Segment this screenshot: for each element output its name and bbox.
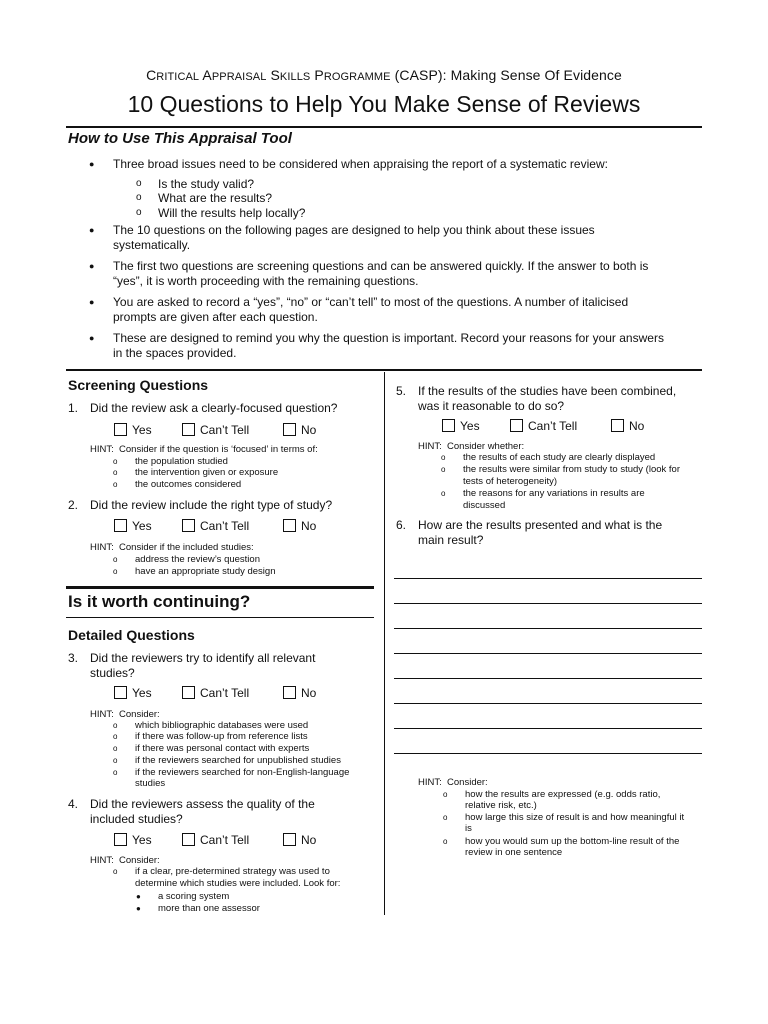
option-label: Can’t Tell bbox=[200, 519, 250, 533]
question-number: 2. bbox=[68, 498, 79, 512]
sub-item-text: What are the results? bbox=[158, 191, 273, 205]
title-rule bbox=[66, 126, 702, 128]
hint bbox=[418, 441, 524, 452]
question-1 bbox=[68, 401, 338, 416]
hint-label: HINT: bbox=[90, 542, 114, 553]
answer-line[interactable] bbox=[394, 728, 702, 729]
hint-item-continuation bbox=[463, 500, 505, 512]
cant-tell-option[interactable] bbox=[182, 686, 249, 700]
hint-sub-bullet: ● more than one assessor bbox=[136, 903, 260, 914]
option-label: No bbox=[301, 519, 317, 533]
hint-item-text: the results were similar from study to study (look for bbox=[463, 464, 680, 475]
question-number: 5. bbox=[396, 384, 407, 398]
answer-line[interactable] bbox=[394, 603, 702, 604]
org-letter: A bbox=[202, 67, 212, 83]
worth-continuing-heading: Is it worth continuing? bbox=[68, 592, 251, 611]
question-text: How are the results presented and what is the bbox=[418, 518, 663, 532]
option-label: No bbox=[301, 833, 317, 847]
how-to-sub-item: o Will the results help locally? bbox=[136, 206, 306, 220]
hint bbox=[90, 444, 318, 455]
hint-item: o the outcomes considered bbox=[113, 479, 242, 490]
hint-item: o address the review’s question bbox=[113, 554, 260, 565]
option-label: No bbox=[629, 419, 645, 433]
hint-item-text: studies bbox=[135, 778, 166, 789]
hint-item-text: if there was personal contact with experts bbox=[135, 743, 310, 754]
hint-item: o if there was personal contact with experts bbox=[113, 743, 310, 754]
cant-tell-checkbox[interactable] bbox=[182, 833, 195, 846]
how-to-title: How to Use This Appraisal Tool bbox=[68, 130, 292, 147]
hint-item: o if a clear, pre-determined strategy was used to bbox=[113, 866, 330, 877]
org-letter: S bbox=[270, 67, 280, 83]
hint-item-text: the intervention given or exposure bbox=[135, 467, 279, 478]
hint-item-continuation bbox=[465, 823, 472, 835]
hint-item-text: relative risk, etc.) bbox=[465, 800, 537, 811]
how-to-bullet: ● The first two questions are screening questions and can be answered quickly. If the answer to both is “yes”, it is worth proceeding with the remaining questions. bbox=[89, 259, 649, 288]
question-text: Did the reviewers try to identify all relevant bbox=[90, 651, 316, 665]
org-subtitle: (CASP): Making Sense Of Evidence bbox=[394, 67, 622, 83]
option-label: No bbox=[301, 423, 317, 437]
no-checkbox[interactable] bbox=[283, 519, 296, 532]
option-label: Yes bbox=[460, 419, 480, 433]
org-letter: C bbox=[146, 67, 157, 83]
bullet-text: The 10 questions on the following pages are designed to help you think about these issues bbox=[113, 223, 595, 237]
question-5 bbox=[396, 384, 677, 414]
hint bbox=[418, 777, 488, 788]
hint-label: HINT: bbox=[418, 441, 442, 452]
question-text: main result? bbox=[418, 533, 484, 547]
yes-option[interactable] bbox=[114, 423, 152, 437]
cant-tell-option[interactable] bbox=[182, 833, 249, 847]
bullet-text: The first two questions are screening questions and can be answered quickly. If the answer to both is bbox=[113, 259, 649, 273]
hint-item-continuation bbox=[135, 878, 340, 890]
hint-item-continuation bbox=[463, 476, 557, 488]
hint-text: Consider: bbox=[119, 855, 160, 866]
no-option[interactable] bbox=[283, 423, 316, 437]
hint-label: HINT: bbox=[90, 855, 114, 866]
answer-line[interactable] bbox=[394, 578, 702, 579]
hint-item-text: more than one assessor bbox=[158, 903, 260, 914]
how-to-sub-item: o What are the results? bbox=[136, 191, 273, 205]
page-title: 10 Questions to Help You Make Sense of Reviews bbox=[127, 91, 641, 117]
hint-item-text: if a clear, pre-determined strategy was used to bbox=[135, 866, 330, 877]
option-label: No bbox=[301, 686, 317, 700]
hint-item: o how large this size of result is and how meaningful it bbox=[443, 812, 685, 823]
bullet-text: prompts are given after each question. bbox=[113, 310, 318, 324]
hint bbox=[90, 855, 160, 866]
question-number: 3. bbox=[68, 651, 79, 665]
cant-tell-checkbox[interactable] bbox=[182, 423, 195, 436]
sub-item-text: Will the results help locally? bbox=[158, 206, 306, 220]
hint-item: o if there was follow-up from reference lists bbox=[113, 731, 308, 742]
section-rule bbox=[66, 369, 702, 371]
no-checkbox[interactable] bbox=[611, 419, 624, 432]
answer-line[interactable] bbox=[394, 653, 702, 654]
worth-rule-bottom bbox=[66, 617, 374, 618]
yes-checkbox[interactable] bbox=[114, 833, 127, 846]
yes-option[interactable] bbox=[114, 833, 152, 847]
hint-item-text: if there was follow-up from reference lists bbox=[135, 731, 308, 742]
hint-item-text: the reasons for any variations in results are bbox=[463, 488, 645, 499]
hint-item: o how you would sum up the bottom-line result of the bbox=[443, 836, 680, 847]
hint-text: Consider if the included studies: bbox=[119, 542, 254, 553]
option-label: Can’t Tell bbox=[200, 423, 250, 437]
hint bbox=[90, 709, 160, 720]
hint-text: Consider if the question is ‘focused’ in terms of: bbox=[119, 444, 318, 455]
bullet-text: “yes”, it is worth proceeding with the remaining questions. bbox=[113, 274, 419, 288]
hint-text: Consider: bbox=[119, 709, 160, 720]
question-text: If the results of the studies have been combined, bbox=[418, 384, 677, 398]
question-number: 4. bbox=[68, 797, 79, 811]
detailed-title: Detailed Questions bbox=[68, 627, 195, 643]
org-letter: P bbox=[314, 67, 324, 83]
screening-title: Screening Questions bbox=[68, 377, 209, 393]
option-label: Can’t Tell bbox=[200, 833, 250, 847]
bullet-text: systematically. bbox=[113, 238, 191, 252]
answer-line[interactable] bbox=[394, 628, 702, 629]
yes-checkbox[interactable] bbox=[114, 519, 127, 532]
question-4 bbox=[68, 797, 315, 827]
org-word: ROGRAMME bbox=[323, 71, 391, 83]
cant-tell-option[interactable] bbox=[510, 419, 577, 433]
hint-item-continuation bbox=[465, 847, 562, 859]
question-text: studies? bbox=[90, 666, 135, 680]
no-checkbox[interactable] bbox=[283, 686, 296, 699]
cant-tell-checkbox[interactable] bbox=[182, 519, 195, 532]
hint-label: HINT: bbox=[90, 444, 114, 455]
org-word: KILLS bbox=[279, 71, 311, 83]
answer-line[interactable] bbox=[394, 678, 702, 679]
hint-item: o how the results are expressed (e.g. odds ratio, bbox=[443, 789, 661, 800]
hint-item-text: if the reviewers searched for non-English-language bbox=[135, 767, 350, 778]
question-number: 6. bbox=[396, 518, 407, 532]
hint-item-text: the results of each study are clearly displayed bbox=[463, 452, 656, 463]
no-option[interactable] bbox=[611, 419, 644, 433]
hint-item-text: how large this size of result is and how meaningful it bbox=[465, 812, 685, 823]
question-text: Did the review include the right type of study? bbox=[90, 498, 333, 512]
hint-label: HINT: bbox=[90, 709, 114, 720]
cant-tell-checkbox[interactable] bbox=[182, 686, 195, 699]
question-6 bbox=[396, 518, 663, 548]
option-label: Can’t Tell bbox=[200, 686, 250, 700]
hint-item: o the results of each study are clearly displayed bbox=[441, 452, 656, 463]
sub-item-text: Is the study valid? bbox=[158, 177, 255, 191]
cant-tell-checkbox[interactable] bbox=[510, 419, 523, 432]
hint-item: o if the reviewers searched for unpublished studies bbox=[113, 755, 341, 766]
hint-item: o the reasons for any variations in results are bbox=[441, 488, 645, 499]
how-to-bullet: ● The 10 questions on the following pages are designed to help you think about these issues systematically. bbox=[89, 223, 595, 252]
hint-item-text: tests of heterogeneity) bbox=[463, 476, 557, 487]
hint-sub-bullet: ● a scoring system bbox=[136, 891, 230, 902]
hint-item-continuation bbox=[465, 800, 537, 812]
hint-item-continuation bbox=[135, 778, 165, 790]
hint-item-text: a scoring system bbox=[158, 891, 230, 902]
hint-item-text: is bbox=[465, 823, 472, 834]
hint-item-text: discussed bbox=[463, 500, 506, 511]
how-to-bullet: ● These are designed to remind you why the question is important. Record your reasons for your answers in the spaces provided. bbox=[89, 331, 664, 360]
question-text: Did the review ask a clearly-focused question? bbox=[90, 401, 338, 415]
no-option[interactable] bbox=[283, 686, 316, 700]
org-word: RITICAL bbox=[156, 71, 200, 83]
hint-item-text: the outcomes considered bbox=[135, 479, 242, 490]
column-divider bbox=[384, 372, 385, 915]
org-word: PPRAISAL bbox=[211, 71, 267, 83]
yes-checkbox[interactable] bbox=[114, 686, 127, 699]
hint-label: HINT: bbox=[418, 777, 442, 788]
question-number: 1. bbox=[68, 401, 79, 415]
answer-line[interactable] bbox=[394, 703, 702, 704]
bullet-text: in the spaces provided. bbox=[113, 346, 237, 360]
no-option[interactable] bbox=[283, 833, 316, 847]
hint-item: o the intervention given or exposure bbox=[113, 467, 279, 478]
hint-item: o which bibliographic databases were used bbox=[113, 720, 309, 731]
option-label: Yes bbox=[132, 519, 152, 533]
bullet-text: You are asked to record a “yes”, “no” or “can’t tell” to most of the questions. A number of italicised bbox=[113, 295, 629, 309]
hint-item: o have an appropriate study design bbox=[113, 566, 276, 577]
no-checkbox[interactable] bbox=[283, 423, 296, 436]
hint-item: o the results were similar from study to study (look for bbox=[441, 464, 680, 475]
option-label: Can’t Tell bbox=[528, 419, 578, 433]
hint-item-text: address the review’s question bbox=[135, 554, 260, 565]
how-to-bullet: ● Three broad issues need to be considered when appraising the report of a systematic review: bbox=[89, 157, 608, 171]
yes-checkbox[interactable] bbox=[442, 419, 455, 432]
question-text: was it reasonable to do so? bbox=[418, 399, 565, 413]
option-label: Yes bbox=[132, 423, 152, 437]
hint bbox=[90, 542, 254, 553]
worth-rule-top bbox=[66, 586, 374, 589]
option-label: Yes bbox=[132, 833, 152, 847]
organization-header bbox=[0, 67, 768, 83]
cant-tell-option[interactable] bbox=[182, 423, 249, 437]
how-to-sub-item: o Is the study valid? bbox=[136, 177, 255, 191]
no-checkbox[interactable] bbox=[283, 833, 296, 846]
no-option[interactable] bbox=[283, 519, 316, 533]
hint-item: o the population studied bbox=[113, 456, 228, 467]
hint-item-text: have an appropriate study design bbox=[135, 566, 276, 577]
option-label: Yes bbox=[132, 686, 152, 700]
hint-text: Consider: bbox=[447, 777, 488, 788]
question-text: Did the reviewers assess the quality of the bbox=[90, 797, 315, 811]
bullet-text: These are designed to remind you why the question is important. Record your reasons for your answers bbox=[113, 331, 664, 345]
question-text: included studies? bbox=[90, 812, 183, 826]
yes-option[interactable] bbox=[442, 419, 480, 433]
answer-line[interactable] bbox=[394, 753, 702, 754]
hint-item-text: how the results are expressed (e.g. odds ratio, bbox=[465, 789, 661, 800]
hint-item-text: if the reviewers searched for unpublished studies bbox=[135, 755, 341, 766]
hint-item-text: how you would sum up the bottom-line result of the bbox=[465, 836, 680, 847]
hint-item-text: review in one sentence bbox=[465, 847, 563, 858]
question-2 bbox=[68, 498, 333, 513]
yes-option[interactable] bbox=[114, 686, 152, 700]
hint-text: Consider whether: bbox=[447, 441, 525, 452]
bullet-text: Three broad issues need to be considered when appraising the report of a systematic review: bbox=[113, 157, 608, 171]
question-3 bbox=[68, 651, 316, 681]
hint-item-text: the population studied bbox=[135, 456, 228, 467]
hint-item: o if the reviewers searched for non-English-language bbox=[113, 767, 350, 778]
yes-option[interactable] bbox=[114, 519, 152, 533]
hint-item-text: determine which studies were included. Look for: bbox=[135, 878, 341, 889]
hint-item-text: which bibliographic databases were used bbox=[135, 720, 309, 731]
yes-checkbox[interactable] bbox=[114, 423, 127, 436]
cant-tell-option[interactable] bbox=[182, 519, 249, 533]
how-to-bullet: ● You are asked to record a “yes”, “no” or “can’t tell” to most of the questions. A number of italicised prompts are given after each question. bbox=[89, 295, 629, 324]
